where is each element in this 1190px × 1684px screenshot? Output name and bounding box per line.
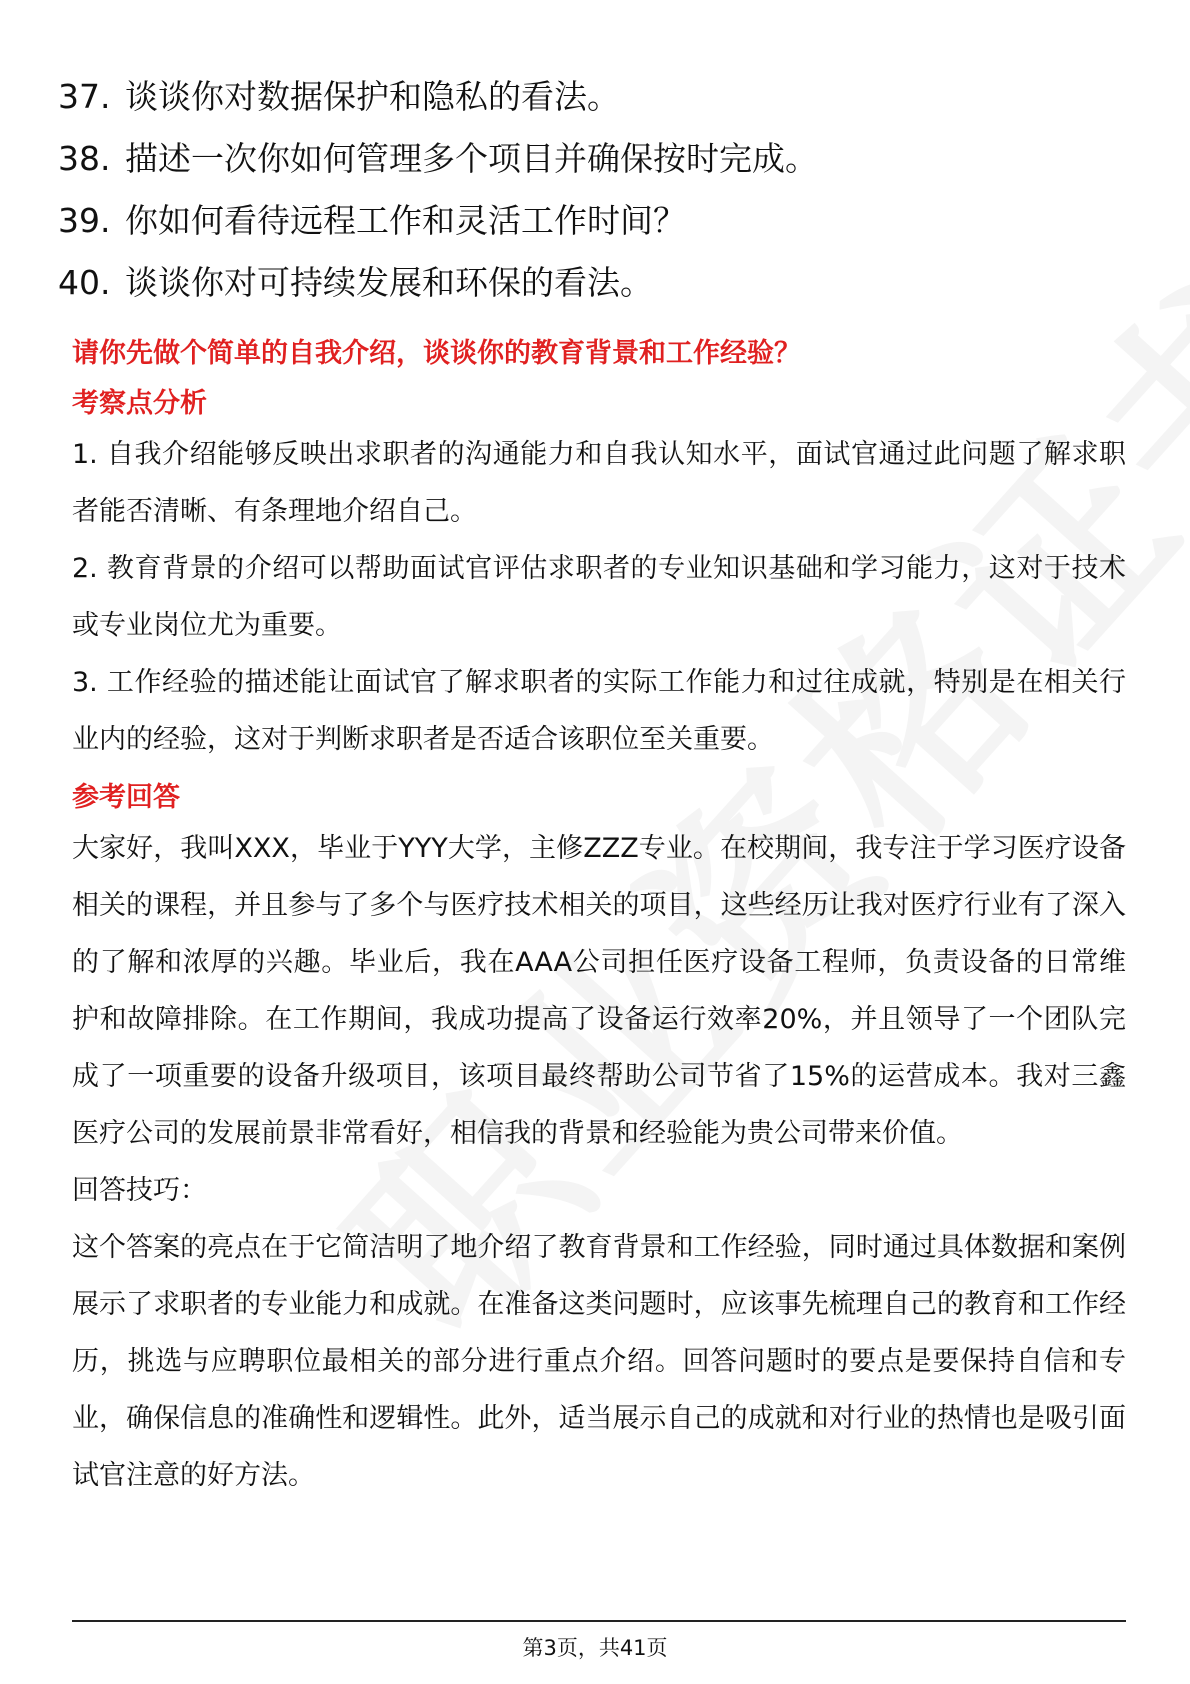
- question-text: 谈谈你对数据保护和隐私的看法。: [125, 77, 620, 116]
- question-text: 描述一次你如何管理多个项目并确保按时完成。: [125, 139, 818, 178]
- page-number: 第3页，共41页: [522, 1636, 668, 1660]
- footer-divider: [72, 1620, 1126, 1622]
- tips-label: 回答技巧：: [72, 1175, 207, 1206]
- answer-section: [72, 330, 1126, 1504]
- main-question-heading: 请你先做个简单的自我介绍，谈谈你的教育背景和工作经验？: [72, 338, 801, 369]
- question-number: 39.: [58, 201, 111, 240]
- question-text: 谈谈你对可持续发展和环保的看法。: [125, 263, 653, 302]
- question-item: [58, 66, 1138, 128]
- analysis-heading: 考察点分析: [72, 388, 207, 419]
- question-number: 40.: [58, 263, 111, 302]
- question-item: [58, 252, 1138, 314]
- analysis-point: 1. 自我介绍能够反映出求职者的沟通能力和自我认知水平，面试官通过此问题了解求职者能否清晰、有条理地介绍自己。: [72, 439, 1126, 527]
- question-item: [58, 128, 1138, 190]
- question-number: 37.: [58, 77, 111, 116]
- reference-answer: 大家好，我叫XXX，毕业于YYY大学，主修ZZZ专业。在校期间，我专注于学习医疗设备相关的课程，并且参与了多个与医疗技术相关的项目，这些经历让我对医疗行业有了深入的了解和浓厚的兴趣。毕业后，我在AAA公司担任医疗设备工程师，负责设备的日常维护和故障排除。在工作期间，我成功提高了设备运行效率20%，并且领导了一个团队完成了一项重要的设备升级项目，该项目最终帮助公司节省了15%的运营成本。我对三鑫医疗公司的发展前景非常看好，相信我的背景和经验能为贵公司带来价值。: [72, 833, 1126, 1149]
- analysis-point: 3. 工作经验的描述能让面试官了解求职者的实际工作能力和过往成就，特别是在相关行业内的经验，这对于判断求职者是否适合该职位至关重要。: [72, 667, 1126, 755]
- question-number: 38.: [58, 139, 111, 178]
- reference-heading: 参考回答: [72, 782, 180, 813]
- analysis-point: 2. 教育背景的介绍可以帮助面试官评估求职者的专业知识基础和学习能力，这对于技术或专业岗位尤为重要。: [72, 553, 1126, 641]
- question-text: 你如何看待远程工作和灵活工作时间？: [125, 201, 686, 240]
- tips-text: 这个答案的亮点在于它简洁明了地介绍了教育背景和工作经验，同时通过具体数据和案例展示了求职者的专业能力和成就。在准备这类问题时，应该事先梳理自己的教育和工作经历，挑选与应聘职位最相关的部分进行重点介绍。回答问题时的要点是要保持自信和专业，确保信息的准确性和逻辑性。此外，适当展示自己的成就和对行业的热情也是吸引面试官注意的好方法。: [72, 1232, 1126, 1491]
- question-item: [58, 190, 1138, 252]
- question-list: [58, 66, 1138, 314]
